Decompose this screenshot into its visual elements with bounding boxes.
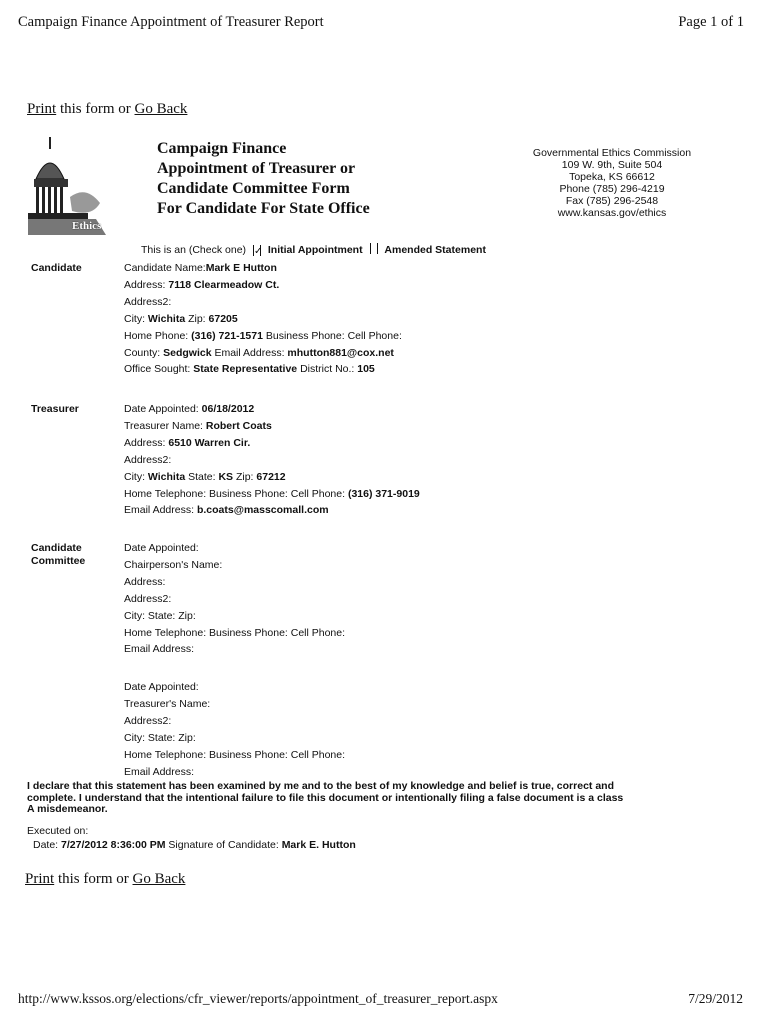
print-link[interactable]: Print: [27, 101, 57, 117]
go-back-link-bottom[interactable]: Go Back: [132, 871, 186, 887]
initial-checkbox[interactable]: [253, 245, 261, 256]
amended-checkbox[interactable]: [370, 243, 378, 254]
candidate-cell-phone-label: Cell Phone:: [344, 329, 402, 342]
commission-fax: Fax (785) 296-2548: [565, 195, 659, 207]
committee-city-row: City: State: Zip:: [124, 609, 196, 622]
candidate-home-phone: (316) 721-1571: [191, 329, 263, 342]
candidate-address: 7118 Clearmeadow Ct.: [168, 278, 280, 291]
treasurer-phones-label: Home Telephone: Business Phone: Cell Phone:: [124, 487, 348, 500]
logo-text: Ethics: [72, 220, 102, 232]
treasurer-name: Robert Coats: [205, 419, 272, 432]
committee-treasurer-address2-row: Address2:: [124, 714, 172, 727]
candidate-office: State Representative: [193, 363, 298, 376]
committee-label-line-2: Committee: [31, 555, 86, 567]
committee-label-line-1: Candidate: [31, 542, 82, 554]
footer-url: http://www.kssos.org/elections/cfr_viewer/reports/appointment_of_treasurer_report.aspx: [18, 991, 498, 1006]
page-number: Page 1 of 1: [678, 14, 744, 30]
treasurer-name-label: Treasurer Name:: [124, 419, 206, 432]
treasurer-city: Wichita: [147, 470, 186, 483]
treasurer-state-label: State:: [185, 470, 219, 483]
candidate-district-label: District No.:: [297, 363, 358, 376]
check-line: [141, 243, 486, 256]
treasurer-phone-row: [124, 486, 420, 503]
treasurer-date-row: [124, 401, 420, 418]
candidate-zip-label: Zip:: [185, 312, 209, 325]
commission-city: Topeka, KS 66612: [569, 171, 655, 183]
executed-label: Executed on:: [27, 825, 89, 837]
form-title-line-1: Campaign Finance: [157, 140, 287, 157]
initial-appointment-label: Initial Appointment: [267, 244, 363, 256]
candidate-signature: Mark E. Hutton: [281, 839, 356, 851]
commission-phone: Phone (785) 296-4219: [559, 183, 665, 195]
candidate-city: Wichita: [147, 312, 186, 325]
committee-phones-row: Home Telephone: Business Phone: Cell Phone:: [124, 626, 346, 639]
treasurer-email: b.coats@masscomall.com: [196, 504, 329, 517]
committee-address-row: Address:: [124, 575, 166, 588]
footer-date: 7/29/2012: [688, 991, 743, 1006]
committee-email-row: Email Address:: [124, 643, 195, 656]
checkmark-icon: ✓: [253, 246, 263, 257]
candidate-business-phone-label: Business Phone:: [262, 329, 345, 342]
candidate-phone-row: [124, 328, 402, 345]
executed-date: 7/27/2012 8:36:00 PM: [61, 839, 166, 851]
candidate-address-label: Address:: [124, 278, 169, 291]
candidate-name-label: Candidate Name:: [124, 262, 206, 274]
committee-chair-row: Chairperson's Name:: [124, 558, 223, 571]
treasurer-city-row: [124, 469, 420, 486]
treasurer-state: KS: [218, 470, 234, 483]
committee-treasurer-date-row: Date Appointed:: [124, 681, 199, 693]
treasurer-name-row: [124, 418, 420, 435]
candidate-county: Sedgwick: [163, 346, 212, 359]
treasurer-address-label: Address:: [124, 436, 169, 449]
committee-address2-row: Address2:: [124, 592, 172, 605]
candidate-section: [124, 260, 402, 378]
executed-date-label: Date:: [33, 839, 62, 851]
signature-label: Signature of Candidate:: [165, 839, 282, 851]
declaration-text: I declare that this statement has been examined by me and to the best of my knowledge and belief is true, correct and complete. I understand that the intentional failure to file this document or intentionally filing a false document is a class A misdemeanor.: [27, 780, 624, 815]
treasurer-date: 06/18/2012: [201, 403, 255, 415]
treasurer-date-label: Date Appointed:: [124, 403, 202, 415]
committee-treasurer-city-row: City: State: Zip:: [124, 731, 196, 744]
executed-row: [33, 839, 356, 851]
committee-treasurer-section: [124, 679, 345, 780]
top-nav: [27, 101, 187, 118]
amended-statement-label: Amended Statement: [384, 244, 486, 256]
form-title-line-3: Candidate Committee Form: [157, 180, 350, 197]
candidate-zip: 67205: [208, 312, 238, 325]
treasurer-zip-label: Zip:: [233, 470, 257, 483]
candidate-city-label: City:: [124, 312, 148, 325]
candidate-address-row: [124, 277, 402, 294]
treasurer-city-label: City:: [124, 470, 148, 483]
form-title-line-4: For Candidate For State Office: [157, 200, 370, 217]
form-title: [157, 139, 370, 219]
nav-text: this form or: [56, 101, 135, 117]
check-prefix: This is an (Check one): [141, 244, 247, 256]
committee-treasurer-phones-row: Home Telephone: Business Phone: Cell Phone:: [124, 748, 346, 761]
treasurer-email-label: Email Address:: [124, 504, 197, 517]
committee-treasurer-email-row: Email Address:: [124, 765, 195, 778]
commission-name: Governmental Ethics Commission: [532, 147, 692, 159]
treasurer-section-label: Treasurer: [31, 403, 79, 415]
committee-section-label: [31, 542, 85, 568]
candidate-email: mhutton881@cox.net: [287, 346, 394, 359]
form-title-line-2: Appointment of Treasurer or: [157, 160, 356, 177]
treasurer-section: [124, 401, 420, 519]
candidate-email-label: Email Address:: [211, 346, 288, 359]
treasurer-email-row: [124, 502, 420, 519]
treasurer-zip: 67212: [256, 470, 286, 483]
commission-website: www.kansas.gov/ethics: [557, 207, 667, 219]
candidate-home-phone-label: Home Phone:: [124, 329, 192, 342]
candidate-office-label: Office Sought:: [124, 363, 194, 376]
page-header-title: Campaign Finance Appointment of Treasurer Report: [18, 14, 324, 30]
candidate-name: Mark E Hutton: [205, 262, 277, 274]
committee-section: [124, 540, 345, 658]
committee-treasurer-name-row: Treasurer's Name:: [124, 697, 211, 710]
candidate-county-label: County:: [124, 346, 164, 359]
candidate-city-row: [124, 311, 402, 328]
ethics-logo-icon: [26, 137, 112, 237]
treasurer-address2-row: Address2:: [124, 453, 172, 466]
candidate-district: 105: [357, 363, 375, 376]
candidate-address2-row: Address2:: [124, 295, 172, 308]
treasurer-address: 6510 Warren Cir.: [168, 436, 251, 449]
candidate-name-row: [124, 260, 402, 277]
print-link-bottom[interactable]: Print: [25, 871, 55, 887]
treasurer-cell-phone: (316) 371-9019: [347, 487, 420, 500]
go-back-link[interactable]: Go Back: [134, 101, 188, 117]
candidate-section-label: Candidate: [31, 262, 82, 274]
bottom-nav: [25, 871, 185, 888]
treasurer-address-row: [124, 435, 420, 452]
candidate-county-row: [124, 345, 402, 362]
commission-block: [510, 147, 714, 219]
nav-text-bottom: this form or: [54, 871, 133, 887]
candidate-office-row: [124, 361, 402, 378]
commission-street: 109 W. 9th, Suite 504: [561, 159, 663, 171]
committee-date-row: Date Appointed:: [124, 542, 199, 554]
